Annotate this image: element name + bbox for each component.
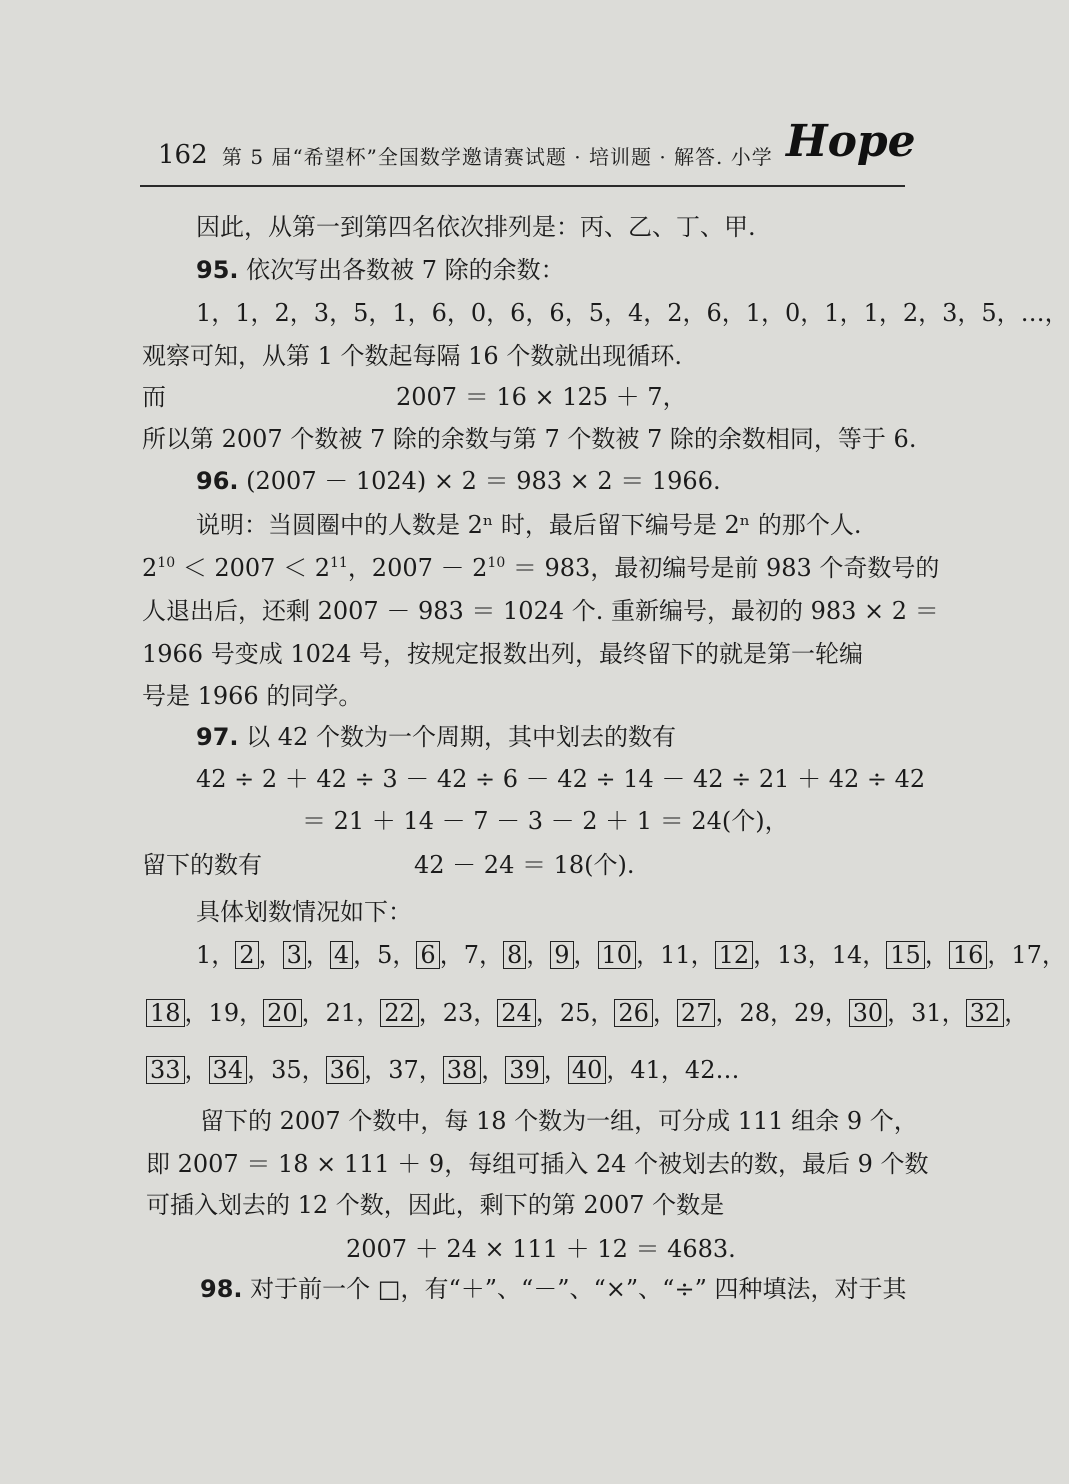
kept-number: 19 xyxy=(208,999,240,1027)
text-line: 1966 号变成 1024 号，按规定报数出列，最终留下的就是第一轮编 xyxy=(142,640,864,668)
separator: ， xyxy=(353,941,378,969)
text-line: 留下的数有 xyxy=(142,851,262,879)
kept-number: 31 xyxy=(911,999,942,1027)
problem-number: 95. xyxy=(196,256,239,284)
crossed-out-number: 16 xyxy=(949,941,988,969)
separator: ， xyxy=(392,941,417,969)
crossed-out-number: 22 xyxy=(380,999,419,1027)
exponent: 10 xyxy=(487,555,506,571)
crossed-out-number: 18 xyxy=(146,999,185,1027)
separator: ， xyxy=(481,1056,506,1084)
separator: ， xyxy=(418,1056,443,1084)
kept-number: 7 xyxy=(463,941,479,969)
hope-logo xyxy=(782,112,916,172)
crossed-out-number: 26 xyxy=(614,999,653,1027)
crossed-out-number: 20 xyxy=(263,999,302,1027)
separator: ， xyxy=(924,941,949,969)
kept-number: 23 xyxy=(442,999,474,1027)
separator: ， xyxy=(573,941,598,969)
separator: ， xyxy=(473,999,498,1027)
crossed-out-number: 27 xyxy=(677,999,716,1027)
crossed-out-number: 2 xyxy=(235,941,258,969)
problem-97 xyxy=(196,722,676,752)
problem-number: 96. xyxy=(196,467,239,495)
kept-number: 35 xyxy=(271,1056,302,1084)
crossout-sequence-row xyxy=(146,1055,739,1085)
separator: ， xyxy=(305,941,330,969)
text-line xyxy=(142,553,939,583)
crossed-out-number: 24 xyxy=(497,999,536,1027)
crossed-out-number: 34 xyxy=(209,1056,248,1084)
separator: ， xyxy=(364,1056,389,1084)
exponent: 10 xyxy=(157,555,176,571)
running-title: 第 5 届“希望杯”全国数学邀请赛试题 · 培训题 · 解答. 小学 xyxy=(222,145,773,169)
note-line: 说明：当圆圈中的人数是 2ⁿ 时，最后留下编号是 2ⁿ 的那个人. xyxy=(196,511,862,539)
separator: ， xyxy=(258,941,283,969)
separator: ， xyxy=(356,999,381,1027)
separator: ， xyxy=(418,999,443,1027)
kept-number: 17 xyxy=(1011,941,1042,969)
separator: ， xyxy=(862,941,887,969)
crossed-out-number: 33 xyxy=(146,1056,185,1084)
problem-number: 98. xyxy=(200,1275,243,1303)
crossed-out-number: 8 xyxy=(503,941,526,969)
problem-96 xyxy=(196,466,721,496)
crossed-out-number: 32 xyxy=(966,999,1005,1027)
text-line: 留下的 2007 个数中，每 18 个数为一组，可分成 111 组余 9 个， xyxy=(200,1107,918,1135)
crossed-out-number: 36 xyxy=(326,1056,365,1084)
crossed-out-number: 38 xyxy=(443,1056,482,1084)
kept-number: 25 xyxy=(559,999,591,1027)
problem-text: 对于前一个 □，有“＋”、“－”、“×”、“÷” 四种填法，对于其 xyxy=(250,1275,907,1303)
text-line: 人退出后，还剩 2007 － 983 ＝ 1024 个. 重新编号，最初的 983 × 2 ＝ xyxy=(142,597,939,625)
separator: ， xyxy=(606,1056,631,1084)
crossed-out-number: 3 xyxy=(283,941,306,969)
separator: ， xyxy=(753,941,778,969)
text-line: 而 xyxy=(142,383,166,411)
equation: 2007 ＝ 16 × 125 ＋ 7， xyxy=(396,383,687,411)
page-header xyxy=(0,0,1000,200)
kept-number: 28 xyxy=(739,999,771,1027)
crossout-sequence-row xyxy=(196,940,1066,970)
crossed-out-number: 6 xyxy=(416,941,439,969)
separator: ， xyxy=(239,999,264,1027)
crossed-out-number: 12 xyxy=(715,941,754,969)
kept-number: 29 xyxy=(794,999,825,1027)
separator: ， xyxy=(211,941,236,969)
text-line: 因此，从第一到第四名依次排列是：丙、乙、丁、甲. xyxy=(196,213,756,241)
separator: ， xyxy=(690,941,715,969)
separator: ， xyxy=(247,1056,272,1084)
remainder-sequence: 1，1，2，3，5，1，6，0，6，6，5，4，2，6，1，0，1，1，2，3，5，…， xyxy=(196,299,1069,327)
header-rule xyxy=(140,185,905,187)
separator: ， xyxy=(184,999,209,1027)
page-number: 162 xyxy=(158,140,208,170)
crossed-out-number: 9 xyxy=(550,941,573,969)
exponent: 11 xyxy=(329,555,348,571)
separator: ， xyxy=(184,1056,209,1084)
text-part: ＜ 2007 ＜ 2 xyxy=(175,554,330,582)
separator: ， xyxy=(770,999,795,1027)
text-part: ＝ 983，最初编号是前 983 个奇数号的 xyxy=(505,554,940,582)
separator: ， xyxy=(301,999,326,1027)
text-part: 2 xyxy=(142,554,158,582)
kept-number: 11 xyxy=(660,941,691,969)
text-line: 观察可知，从第 1 个数起每隔 16 个数就出现循环. xyxy=(142,342,682,370)
separator: ， xyxy=(824,999,849,1027)
problem-text: (2007 － 1024) × 2 ＝ 983 × 2 ＝ 1966. xyxy=(246,467,721,495)
svg-text:Hope: Hope xyxy=(786,116,916,167)
separator: ， xyxy=(887,999,912,1027)
separator: ， xyxy=(478,941,503,969)
separator: ， xyxy=(636,941,661,969)
crossed-out-number: 30 xyxy=(849,999,888,1027)
problem-text: 以 42 个数为一个周期，其中划去的数有 xyxy=(246,723,676,751)
separator: ， xyxy=(590,999,615,1027)
separator: ， xyxy=(652,999,677,1027)
separator: ， xyxy=(715,999,740,1027)
separator: ， xyxy=(535,999,560,1027)
crossed-out-number: 15 xyxy=(886,941,925,969)
equation: 42 ÷ 2 ＋ 42 ÷ 3 － 42 ÷ 6 － 42 ÷ 14 － 42 ÷ 21 ＋ 42 ÷ 42 xyxy=(196,765,926,793)
crossout-sequence-row xyxy=(146,998,1028,1028)
crossed-out-number: 39 xyxy=(505,1056,544,1084)
crossed-out-number: 10 xyxy=(598,941,637,969)
problem-text: 依次写出各数被 7 除的余数： xyxy=(246,256,565,284)
separator: ， xyxy=(301,1056,326,1084)
separator: ， xyxy=(1004,999,1029,1027)
equation: 42 － 24 ＝ 18(个). xyxy=(414,851,635,879)
crossed-out-number: 40 xyxy=(568,1056,607,1084)
problem-95 xyxy=(196,255,565,285)
separator: ， xyxy=(660,1056,685,1084)
kept-number: 5 xyxy=(377,941,393,969)
text-line: 所以第 2007 个数被 7 除的余数与第 7 个数被 7 除的余数相同，等于 6. xyxy=(142,425,917,453)
equation: 2007 ＋ 24 × 111 ＋ 12 ＝ 4683. xyxy=(346,1235,736,1263)
equation: ＝ 21 ＋ 14 － 7 － 3 － 2 ＋ 1 ＝ 24(个)， xyxy=(302,807,789,835)
separator: ， xyxy=(526,941,551,969)
problem-number: 97. xyxy=(196,723,239,751)
text-line: 可插入划去的 12 个数，因此，剩下的第 2007 个数是 xyxy=(146,1191,725,1219)
kept-number: 41 xyxy=(630,1056,661,1084)
separator: ， xyxy=(807,941,832,969)
kept-number: 42… xyxy=(684,1056,740,1084)
separator: ， xyxy=(543,1056,568,1084)
text-line: 号是 1966 的同学。 xyxy=(142,682,363,710)
separator: ， xyxy=(1041,941,1066,969)
kept-number: 13 xyxy=(777,941,808,969)
kept-number: 1 xyxy=(196,941,212,969)
text-line: 即 2007 ＝ 18 × 111 ＋ 9，每组可插入 24 个被划去的数，最后 9 个数 xyxy=(146,1150,929,1178)
crossed-out-number: 4 xyxy=(330,941,353,969)
kept-number: 37 xyxy=(388,1056,419,1084)
text-line: 具体划数情况如下： xyxy=(196,898,412,926)
kept-number: 21 xyxy=(325,999,357,1027)
separator: ， xyxy=(941,999,966,1027)
kept-number: 14 xyxy=(831,941,863,969)
separator: ， xyxy=(439,941,464,969)
problem-98 xyxy=(200,1274,906,1304)
separator: ， xyxy=(987,941,1012,969)
text-part: ，2007 － 2 xyxy=(347,554,488,582)
